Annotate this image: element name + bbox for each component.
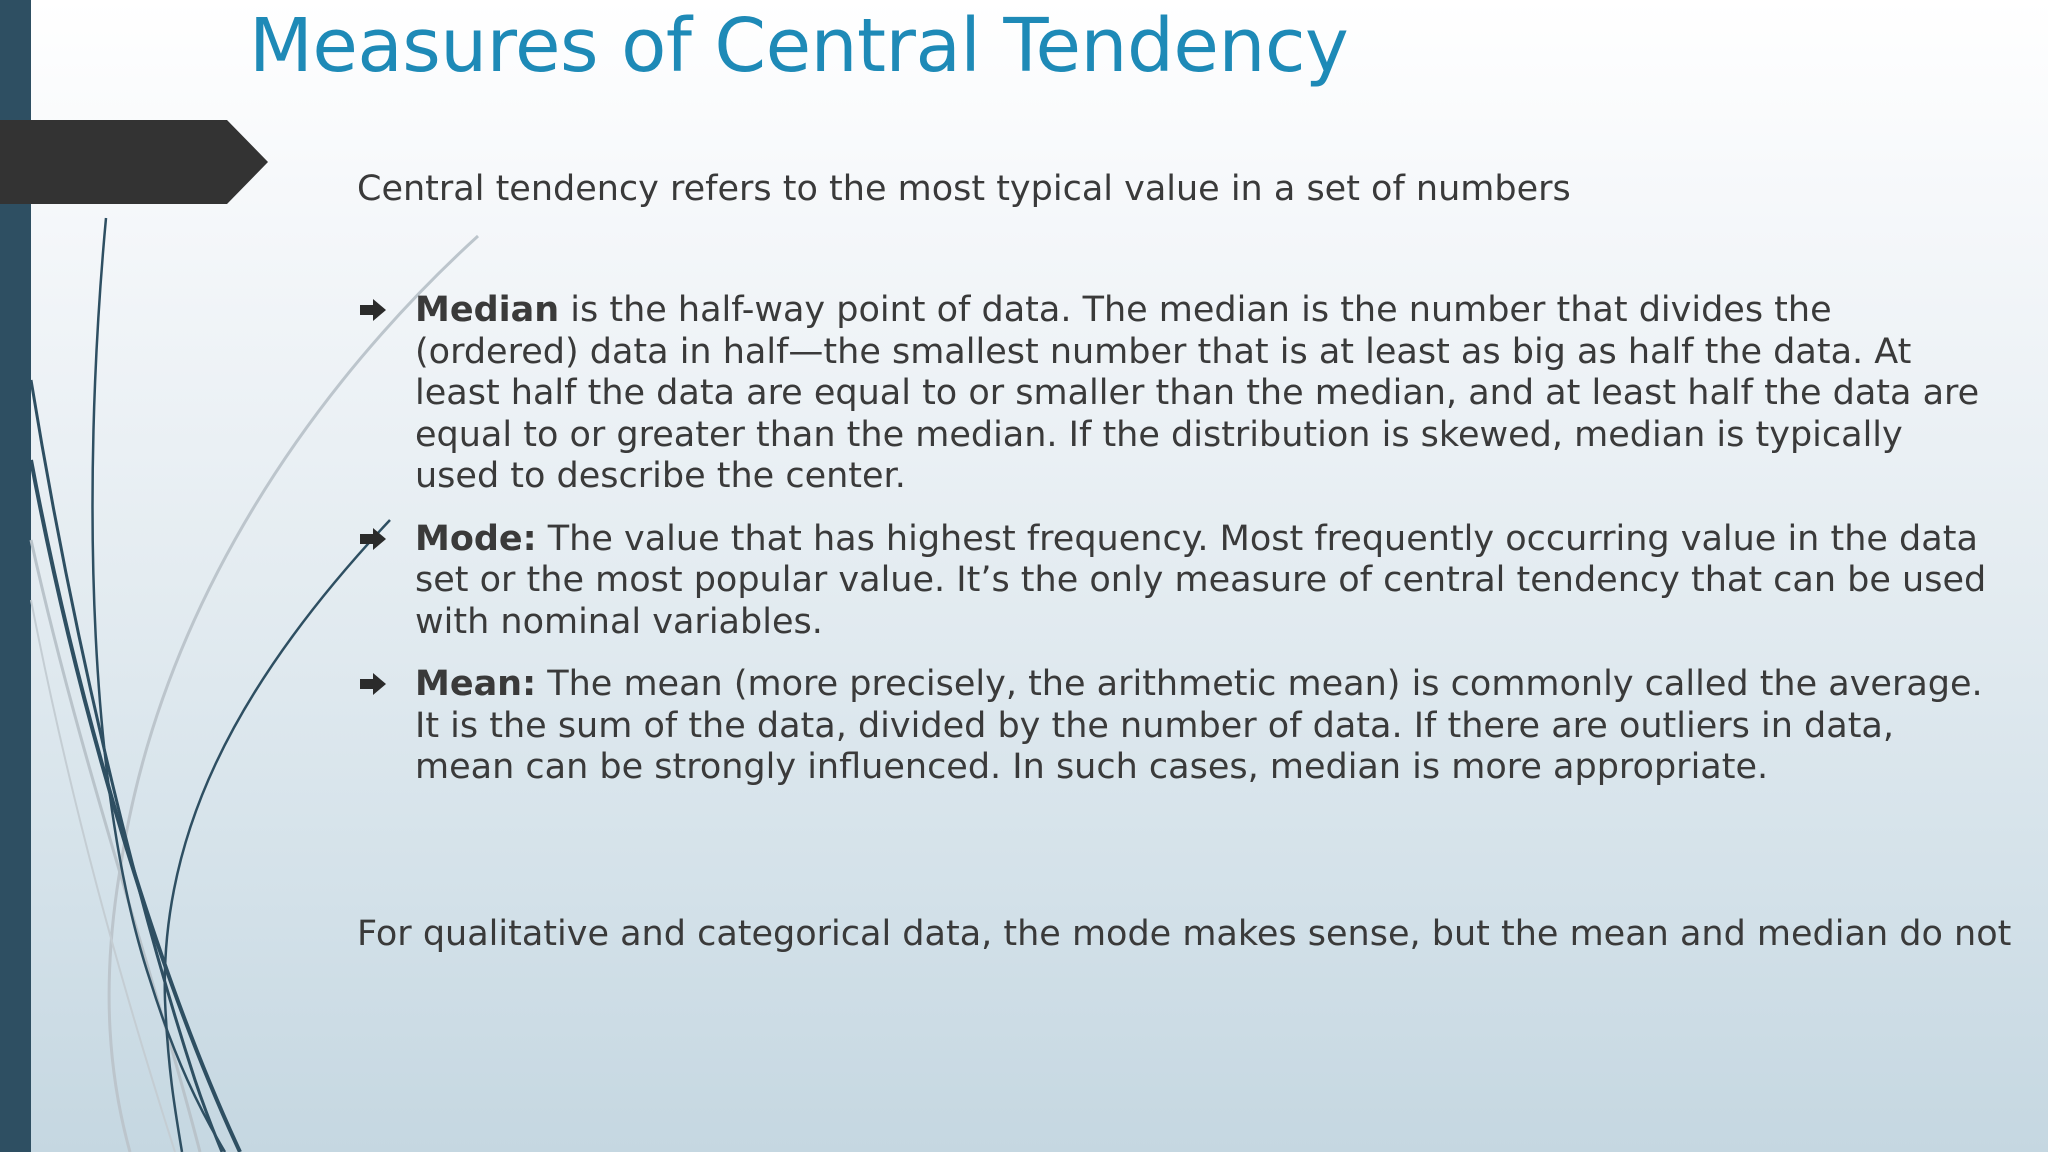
term-mean: Mean:: [415, 664, 537, 704]
right-arrow-icon: [359, 527, 387, 551]
term-mode: Mode:: [415, 518, 537, 559]
right-arrow-icon: [359, 672, 387, 696]
list-item: [357, 664, 1997, 789]
definition-median: is the half-way point of data. The median is the number that divides the (ordered) data in half—the smallest number that is at least as big as half the data. At least half the data are equal to or smaller than the median, and at least half the data are equal to or greater than the median. If the distribution is skewed, median is typically used to describe the center.: [415, 290, 1980, 496]
definition-mode: The value that has highest frequency. Most frequently occurring value in the data set or the most popular value. It’s the only measure of central tendency that can be used with nominal variables.: [415, 518, 1987, 642]
list-item: [357, 290, 1997, 498]
bullet-list: [357, 290, 1997, 810]
right-arrow-icon: [359, 298, 387, 322]
definition-mean: The mean (more precisely, the arithmetic mean) is commonly called the average. It is the sum of the data, divided by the number of data. If there are outliers in data, mean can be strongly influenced. In such cases, median is more appropriate.: [415, 664, 1983, 787]
header-tab-shape: [0, 120, 268, 204]
left-accent-bar: [0, 0, 31, 1152]
intro-text: Central tendency refers to the most typical value in a set of numbers: [357, 169, 1571, 209]
slide-title: Measures of Central Tendency: [249, 3, 1349, 89]
closing-text: For qualitative and categorical data, the mode makes sense, but the mean and median do not: [357, 914, 2012, 954]
term-median: Median: [415, 290, 560, 330]
list-item: [357, 519, 1997, 644]
